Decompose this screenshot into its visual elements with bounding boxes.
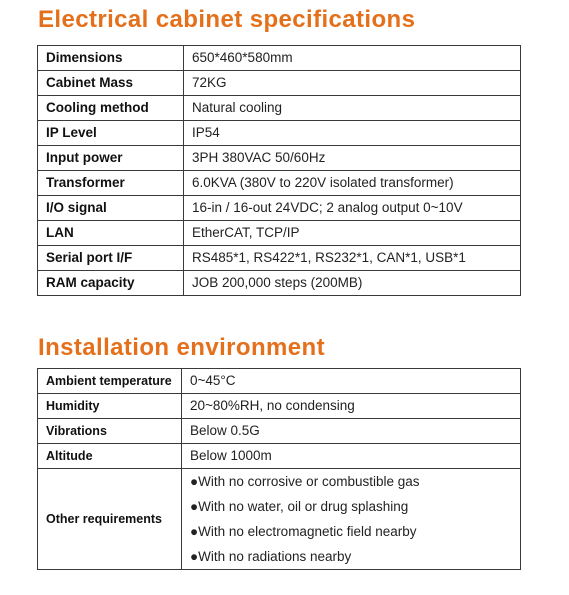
row-value: 650*460*580mm: [184, 46, 521, 71]
row-value: EtherCAT, TCP/IP: [184, 221, 521, 246]
installation-environment-title: Installation environment: [38, 334, 325, 361]
table-row: [38, 469, 521, 570]
row-label: IP Level: [38, 121, 184, 146]
row-label: LAN: [38, 221, 184, 246]
table-row: [38, 46, 521, 71]
table-row: [38, 71, 521, 96]
other-requirements-list: [182, 469, 521, 570]
row-value: 0~45°C: [182, 369, 521, 394]
table-row: [38, 419, 521, 444]
row-value: JOB 200,000 steps (200MB): [184, 271, 521, 296]
row-label: Dimensions: [38, 46, 184, 71]
row-value: Below 1000m: [182, 444, 521, 469]
table-row: [38, 146, 521, 171]
cabinet-specs-title: Electrical cabinet specifications: [38, 6, 416, 33]
row-label: Humidity: [38, 394, 182, 419]
row-label: Input power: [38, 146, 184, 171]
row-value: 72KG: [184, 71, 521, 96]
installation-environment-table: [37, 368, 521, 570]
row-label: Serial port I/F: [38, 246, 184, 271]
list-item: ●With no electromagnetic field nearby: [190, 524, 417, 539]
row-value: IP54: [184, 121, 521, 146]
list-item: ●With no corrosive or combustible gas: [190, 474, 420, 489]
row-value: 6.0KVA (380V to 220V isolated transformer): [184, 171, 521, 196]
table-row: [38, 221, 521, 246]
table-row: [38, 171, 521, 196]
row-value: 16-in / 16-out 24VDC; 2 analog output 0~10V: [184, 196, 521, 221]
other-requirements-label: Other requirements: [38, 469, 182, 570]
row-label: Ambient temperature: [38, 369, 182, 394]
table-row: [38, 196, 521, 221]
row-value: Natural cooling: [184, 96, 521, 121]
cabinet-specs-table: [37, 45, 521, 296]
table-row: [38, 394, 521, 419]
row-value: RS485*1, RS422*1, RS232*1, CAN*1, USB*1: [184, 246, 521, 271]
table-row: [38, 246, 521, 271]
table-row: [38, 121, 521, 146]
row-value: Below 0.5G: [182, 419, 521, 444]
row-value: 3PH 380VAC 50/60Hz: [184, 146, 521, 171]
list-item: ●With no water, oil or drug splashing: [190, 499, 409, 514]
row-label: Vibrations: [38, 419, 182, 444]
row-label: RAM capacity: [38, 271, 184, 296]
row-label: I/O signal: [38, 196, 184, 221]
row-label: Cooling method: [38, 96, 184, 121]
row-label: Transformer: [38, 171, 184, 196]
row-label: Cabinet Mass: [38, 71, 184, 96]
row-label: Altitude: [38, 444, 182, 469]
table-row: [38, 96, 521, 121]
table-row: [38, 271, 521, 296]
list-item: ●With no radiations nearby: [190, 549, 352, 564]
table-row: [38, 444, 521, 469]
table-row: [38, 369, 521, 394]
row-value: 20~80%RH, no condensing: [182, 394, 521, 419]
